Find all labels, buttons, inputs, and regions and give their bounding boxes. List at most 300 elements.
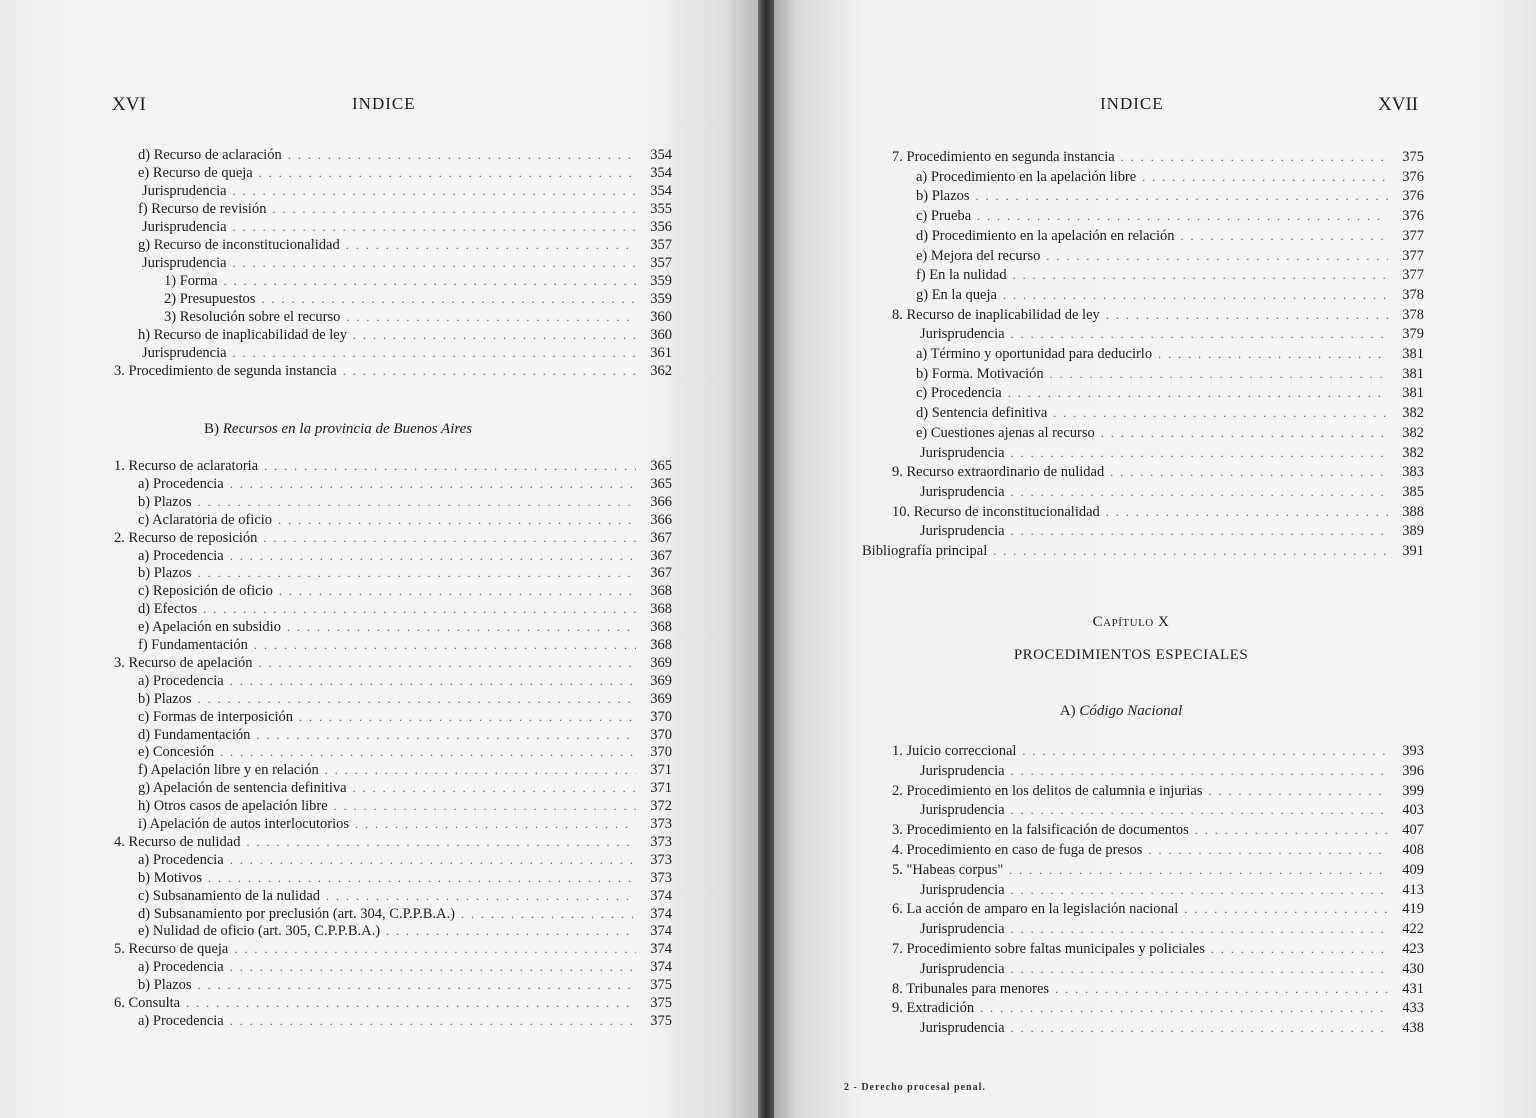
toc-entry <box>920 881 1424 899</box>
dot-leader <box>233 182 636 200</box>
toc-entry-page: 371 <box>650 762 672 779</box>
dot-leader <box>1011 325 1388 343</box>
dot-leader <box>230 547 636 565</box>
dot-leader <box>346 236 636 254</box>
toc-entry <box>892 782 1424 800</box>
toc-entry-label: Jurisprudencia <box>920 802 1005 819</box>
toc-entry-page: 430 <box>1402 960 1424 977</box>
toc-entry-label: c) Procedencia <box>916 385 1002 402</box>
dot-leader <box>230 1012 636 1030</box>
toc-entry <box>892 306 1424 324</box>
toc-entry <box>138 726 672 744</box>
toc-entry-page: 370 <box>650 708 672 725</box>
toc-entry-page: 431 <box>1402 980 1424 997</box>
toc-entry-label: e) Mejora del recurso <box>916 247 1041 264</box>
toc-entry <box>138 1012 672 1030</box>
toc-entry-page: 355 <box>650 201 672 217</box>
toc-entry <box>164 290 672 308</box>
toc-entry-label: b) Plazos <box>138 977 192 994</box>
toc-entry <box>142 218 672 236</box>
dot-leader <box>1011 522 1388 540</box>
toc-entry <box>916 424 1424 442</box>
dot-leader <box>1148 841 1388 859</box>
toc-entry-label: f) Fundamentación <box>138 637 248 653</box>
toc-entry <box>920 1019 1424 1037</box>
toc-entry <box>138 851 672 869</box>
toc-entry <box>138 922 672 940</box>
toc-entry <box>138 564 672 582</box>
dot-leader <box>1106 306 1388 324</box>
toc-entry-page: 354 <box>650 183 672 199</box>
toc-entry <box>916 187 1424 205</box>
toc-entry <box>138 672 672 690</box>
dot-leader <box>198 564 636 582</box>
dot-leader <box>259 654 636 672</box>
dot-leader <box>1180 227 1388 245</box>
toc-entry-page: 375 <box>650 977 672 994</box>
toc-entry <box>138 887 672 905</box>
dot-leader <box>1142 168 1388 186</box>
toc-entry-page: 379 <box>1402 326 1424 343</box>
toc-entry-label: h) Recurso de inaplicabilidad de ley <box>138 327 347 343</box>
toc-entry <box>892 980 1424 998</box>
toc-entry-page: 374 <box>650 941 672 958</box>
toc-entry-label: d) Recurso de aclaración <box>138 147 282 163</box>
dot-leader <box>279 582 636 600</box>
dot-leader <box>1003 286 1388 304</box>
toc-entry-label: Jurisprudencia <box>920 483 1005 500</box>
toc-entry <box>892 999 1424 1017</box>
toc-entry-label: c) Formas de interposición <box>138 708 294 725</box>
dot-leader <box>256 726 636 744</box>
toc-entry-page: 381 <box>1402 346 1424 362</box>
toc-entry <box>892 503 1424 521</box>
toc-entry-page: 371 <box>650 780 672 797</box>
toc-entry-page: 370 <box>650 744 672 761</box>
dot-leader <box>233 218 636 236</box>
toc-entry-label: Jurisprudencia <box>920 762 1005 779</box>
toc-entry-page: 372 <box>650 798 672 815</box>
toc-entry-page: 423 <box>1402 941 1424 957</box>
dot-leader <box>230 475 636 493</box>
dot-leader <box>230 851 636 869</box>
toc-entry <box>138 200 672 218</box>
toc-entry-page: 399 <box>1402 782 1424 799</box>
toc-entry <box>138 600 672 618</box>
chapter-title: PROCEDIMIENTOS ESPECIALES <box>1013 647 1249 663</box>
toc-entry <box>138 761 672 779</box>
toc-entry-label: Jurisprudencia <box>142 345 227 361</box>
dot-leader <box>1011 960 1388 978</box>
dot-leader <box>254 636 636 654</box>
toc-entry <box>892 900 1424 918</box>
toc-entry-page: 366 <box>650 493 672 510</box>
dot-leader <box>203 600 636 618</box>
toc-entry-label: d) Fundamentación <box>138 726 251 743</box>
toc-entry-page: 378 <box>1402 306 1424 323</box>
toc-entry <box>920 762 1424 780</box>
toc-entry <box>142 182 672 200</box>
dot-leader <box>1110 463 1388 481</box>
toc-entry-page: 362 <box>650 363 672 379</box>
toc-entry-label: Jurisprudencia <box>142 255 227 271</box>
dot-leader <box>976 187 1388 205</box>
toc-entry-page: 438 <box>1402 1020 1424 1037</box>
dot-leader <box>1008 384 1388 402</box>
toc-entry <box>920 444 1424 462</box>
toc-entry <box>916 365 1424 383</box>
dot-leader <box>1055 980 1388 998</box>
dot-leader <box>993 542 1388 560</box>
toc-entry-label: Jurisprudencia <box>142 219 227 235</box>
toc-entry-page: 422 <box>1402 921 1424 938</box>
toc-entry-page: 381 <box>1402 385 1424 402</box>
dot-leader <box>233 344 636 362</box>
dot-leader <box>461 905 636 923</box>
toc-entry-page: 360 <box>650 327 672 343</box>
toc-entry-label: 7. Procedimiento en segunda instancia <box>892 149 1115 165</box>
toc-entry-page: 357 <box>650 255 672 271</box>
toc-entry-label: a) Procedencia <box>138 959 224 976</box>
dot-leader <box>1013 266 1388 284</box>
toc-entry-label: g) Recurso de inconstitucionalidad <box>138 237 340 253</box>
dot-leader <box>1158 345 1388 363</box>
toc-entry-page: 375 <box>650 1012 672 1029</box>
toc-entry-page: 357 <box>650 237 672 253</box>
toc-entry <box>138 618 672 636</box>
toc-entry-page: 370 <box>650 726 672 743</box>
dot-leader <box>198 690 636 708</box>
toc-entry-label: g) Apelación de sentencia definitiva <box>138 780 347 797</box>
toc-entry-page: 361 <box>650 345 672 361</box>
toc-entry-page: 374 <box>650 887 672 904</box>
dot-leader <box>230 672 636 690</box>
toc-entry-page: 375 <box>650 995 672 1011</box>
toc-entry <box>138 779 672 797</box>
toc-entry <box>916 227 1424 245</box>
toc-entry <box>164 272 672 290</box>
toc-entry-page: 359 <box>650 291 672 307</box>
toc-entry-label: d) Efectos <box>138 601 198 618</box>
toc-entry-page: 377 <box>1402 247 1424 264</box>
toc-entry-page: 368 <box>650 637 672 653</box>
toc-entry-label: f) Apelación libre y en relación <box>138 762 319 779</box>
toc-entry <box>892 821 1424 839</box>
toc-entry-label: a) Procedencia <box>138 547 224 564</box>
toc-entry-page: 391 <box>1402 543 1424 559</box>
toc-entry-label: 2. Recurso de reposición <box>114 529 258 546</box>
toc-entry-page: 375 <box>1402 149 1424 165</box>
toc-entry-label: d) Subsanamiento por preclusión (art. 304, C.P.P.B.A.) <box>138 905 455 922</box>
toc-entry-page: 378 <box>1402 286 1424 303</box>
section-heading: B) Recursos en la provincia de Buenos Aires <box>204 421 473 437</box>
dot-leader <box>299 708 636 726</box>
dot-leader <box>234 940 636 958</box>
dot-leader <box>1009 861 1388 879</box>
toc-entry-page: 376 <box>1402 208 1424 225</box>
dot-leader <box>233 254 636 272</box>
toc-entry-page: 369 <box>650 654 672 671</box>
toc-entry <box>892 148 1424 166</box>
chapter-label: Capítulo X <box>1092 614 1170 630</box>
toc-entry-label: Jurisprudencia <box>920 921 1005 938</box>
toc-entry <box>138 511 672 529</box>
toc-entry-page: 373 <box>650 851 672 868</box>
toc-entry-page: 365 <box>650 458 672 474</box>
toc-entry-label: g) En la queja <box>916 286 997 303</box>
toc-entry-label: e) Nulidad de oficio (art. 305, C.P.P.B.A.) <box>138 923 381 940</box>
toc-entry <box>138 869 672 887</box>
page-number: XVI <box>112 94 146 115</box>
toc-entry-page: 382 <box>1402 444 1424 461</box>
toc-entry-label: h) Otros casos de apelación libre <box>138 798 328 815</box>
toc-entry <box>916 404 1424 422</box>
toc-entry <box>138 164 672 182</box>
toc-entry-label: 5. "Habeas corpus" <box>892 861 1004 878</box>
dot-leader <box>346 308 636 326</box>
toc-entry-label: Jurisprudencia <box>920 1020 1005 1037</box>
dot-leader <box>1011 801 1388 819</box>
toc-entry-page: 368 <box>650 583 672 600</box>
toc-entry-label: 2) Presupuestos <box>164 291 256 307</box>
toc-entry <box>916 207 1424 225</box>
toc-entry-page: 373 <box>650 816 672 832</box>
toc-entry <box>138 547 672 565</box>
toc-entry-label: a) Procedimiento en la apelación libre <box>916 168 1137 185</box>
dot-leader <box>230 958 636 976</box>
toc-entry <box>138 236 672 254</box>
toc-entry-label: e) Recurso de queja <box>138 165 253 181</box>
toc-entry-page: 360 <box>650 309 672 325</box>
toc-entry <box>142 254 672 272</box>
toc-entry <box>920 920 1424 938</box>
toc-entry-label: a) Procedencia <box>138 475 224 492</box>
toc-entry-label: b) Motivos <box>138 869 203 886</box>
toc-entry-page: 359 <box>650 273 672 289</box>
toc-entry-label: 10. Recurso de inconstitucionalidad <box>892 503 1100 520</box>
toc-entry-page: 419 <box>1402 901 1424 918</box>
toc-entry <box>138 690 672 708</box>
dot-leader <box>278 511 636 529</box>
dot-leader <box>1106 503 1388 521</box>
toc-entry-label: d) Procedimiento en la apelación en relación <box>916 227 1175 244</box>
toc-entry-page: 374 <box>650 959 672 976</box>
toc-entry-label: Jurisprudencia <box>920 326 1005 343</box>
page-number: XVII <box>1378 94 1419 115</box>
toc-entry-label: d) Sentencia definitiva <box>916 405 1048 422</box>
toc-entry-label: a) Procedencia <box>138 672 224 689</box>
toc-entry <box>114 362 672 380</box>
toc-entry <box>920 522 1424 540</box>
toc-entry <box>114 994 672 1012</box>
toc-entry-page: 354 <box>650 165 672 181</box>
dot-leader <box>1208 782 1388 800</box>
toc-entry <box>916 286 1424 304</box>
toc-entry-label: a) Término y oportunidad para deducirlo <box>916 346 1153 362</box>
toc-entry <box>164 308 672 326</box>
toc-entry-label: b) Plazos <box>916 188 970 205</box>
toc-entry <box>916 266 1424 284</box>
dot-leader <box>980 999 1388 1017</box>
toc-entry <box>138 976 672 994</box>
toc-entry <box>916 345 1424 363</box>
dot-leader <box>224 272 636 290</box>
toc-entry <box>138 475 672 493</box>
toc-entry-page: 374 <box>650 905 672 922</box>
toc-entry-page: 367 <box>650 565 672 582</box>
dot-leader <box>1011 920 1388 938</box>
dot-leader <box>288 146 636 164</box>
dot-leader <box>198 976 636 994</box>
toc-entry-page: 368 <box>650 619 672 636</box>
dot-leader <box>208 869 636 887</box>
dot-leader <box>355 815 636 833</box>
toc-entry-label: b) Plazos <box>138 493 192 510</box>
toc-entry-label: 3. Recurso de apelación <box>114 654 253 671</box>
toc-entry-page: 381 <box>1402 365 1424 382</box>
dot-leader <box>1046 247 1388 265</box>
toc-entry <box>892 861 1424 879</box>
right-page <box>774 0 1536 1118</box>
toc-entry-label: 8. Tribunales para menores <box>892 980 1050 997</box>
toc-entry-label: 3. Procedimiento en la falsificación de documentos <box>892 822 1189 839</box>
toc-entry-label: i) Apelación de autos interlocutorios <box>138 816 350 832</box>
toc-entry <box>114 833 672 851</box>
toc-entry <box>138 797 672 815</box>
dot-leader <box>1011 483 1388 501</box>
toc-entry <box>892 463 1424 481</box>
section-heading: A) Código Nacional <box>1059 703 1183 719</box>
toc-entry <box>892 940 1424 958</box>
toc-entry-label: e) Apelación en subsidio <box>138 619 281 636</box>
toc-entry-page: 377 <box>1402 267 1424 284</box>
toc-entry-page: 409 <box>1402 861 1424 878</box>
toc-entry <box>114 940 672 958</box>
toc-entry-label: 4. Procedimiento en caso de fuga de presos <box>892 842 1143 858</box>
toc-entry-page: 365 <box>650 475 672 492</box>
dot-leader <box>1011 1019 1388 1037</box>
toc-entry <box>920 960 1424 978</box>
dot-leader <box>1050 365 1388 383</box>
toc-entry-label: 6. La acción de amparo en la legislación nacional <box>892 901 1179 918</box>
toc-entry-page: 374 <box>650 923 672 940</box>
toc-entry-page: 408 <box>1402 842 1424 858</box>
toc-entry-page: 413 <box>1402 881 1424 898</box>
toc-entry-label: 3. Procedimiento de segunda instancia <box>114 363 337 379</box>
toc-entry-label: c) Prueba <box>916 208 972 225</box>
toc-entry-label: 8. Recurso de inaplicabilidad de ley <box>892 306 1100 323</box>
toc-entry-page: 382 <box>1402 405 1424 422</box>
toc-entry <box>138 582 672 600</box>
toc-entry-label: 2. Procedimiento en los delitos de calumnia e injurias <box>892 782 1203 799</box>
dot-leader <box>1184 900 1388 918</box>
toc-entry <box>920 483 1424 501</box>
toc-entry-label: Jurisprudencia <box>920 444 1005 461</box>
toc-entry-label: c) Subsanamiento de la nulidad <box>138 887 321 904</box>
toc-entry-label: Bibliografía principal <box>862 543 988 559</box>
toc-entry <box>916 384 1424 402</box>
toc-entry <box>920 325 1424 343</box>
dot-leader <box>343 362 636 380</box>
page-footer: 2 - Derecho procesal penal. <box>844 1082 986 1093</box>
toc-entry <box>138 146 672 164</box>
toc-entry-label: e) Cuestiones ajenas al recurso <box>916 424 1095 441</box>
toc-entry-page: 356 <box>650 219 672 235</box>
toc-entry <box>114 457 672 475</box>
toc-entry <box>138 958 672 976</box>
toc-entry-label: 1) Forma <box>164 273 218 289</box>
toc-entry-page: 373 <box>650 833 672 850</box>
toc-entry-label: e) Concesión <box>138 744 215 761</box>
dot-leader <box>1022 742 1388 760</box>
toc-entry-page: 389 <box>1402 523 1424 540</box>
toc-entry-label: f) Recurso de revisión <box>138 201 267 217</box>
dot-leader <box>977 207 1388 225</box>
toc-entry-label: 9. Extradición <box>892 1000 975 1017</box>
toc-entry-page: 369 <box>650 690 672 707</box>
toc-entry <box>138 326 672 344</box>
dot-leader <box>272 200 636 218</box>
left-page <box>0 0 758 1118</box>
dot-leader <box>353 326 636 344</box>
toc-entry <box>142 344 672 362</box>
running-header: INDICE <box>1100 94 1164 113</box>
dot-leader <box>386 922 636 940</box>
toc-entry-page: 385 <box>1402 483 1424 500</box>
dot-leader <box>326 887 636 905</box>
dot-leader <box>1195 821 1388 839</box>
dot-leader <box>287 618 636 636</box>
toc-entry <box>138 815 672 833</box>
toc-entry <box>892 742 1424 760</box>
toc-entry-label: 5. Recurso de queja <box>114 941 229 958</box>
toc-entry-page: 407 <box>1402 822 1424 839</box>
toc-entry-page: 403 <box>1402 802 1424 819</box>
toc-entry-label: b) Plazos <box>138 565 192 582</box>
toc-entry-label: 9. Recurso extraordinario de nulidad <box>892 464 1105 481</box>
toc-entry-label: c) Aclaratoria de oficio <box>138 511 273 528</box>
toc-entry <box>138 905 672 923</box>
dot-leader <box>263 529 636 547</box>
toc-entry-page: 396 <box>1402 762 1424 779</box>
toc-entry-label: 1. Juicio correccional <box>892 743 1017 759</box>
dot-leader <box>259 164 636 182</box>
toc-entry <box>892 841 1424 859</box>
toc-entry-page: 433 <box>1402 1000 1424 1017</box>
toc-entry-page: 382 <box>1402 424 1424 441</box>
toc-entry <box>916 247 1424 265</box>
toc-entry <box>138 708 672 726</box>
toc-entry <box>138 493 672 511</box>
toc-entry-page: 366 <box>650 511 672 528</box>
toc-entry-label: a) Procedencia <box>138 851 224 868</box>
toc-entry-label: 6. Consulta <box>114 995 181 1011</box>
toc-entry-label: 7. Procedimiento sobre faltas municipales y policiales <box>892 941 1205 957</box>
toc-entry-label: 1. Recurso de aclaratoria <box>114 458 259 474</box>
toc-entry-label: Jurisprudencia <box>142 183 227 199</box>
toc-entry-page: 393 <box>1402 743 1424 759</box>
dot-leader <box>198 493 636 511</box>
toc-entry-page: 368 <box>650 601 672 618</box>
toc-entry <box>138 636 672 654</box>
dot-leader <box>1101 424 1388 442</box>
running-header: INDICE <box>352 94 416 113</box>
dot-leader <box>1011 881 1388 899</box>
dot-leader <box>325 761 636 779</box>
toc-entry <box>920 801 1424 819</box>
dot-leader <box>353 779 636 797</box>
toc-entry <box>138 743 672 761</box>
